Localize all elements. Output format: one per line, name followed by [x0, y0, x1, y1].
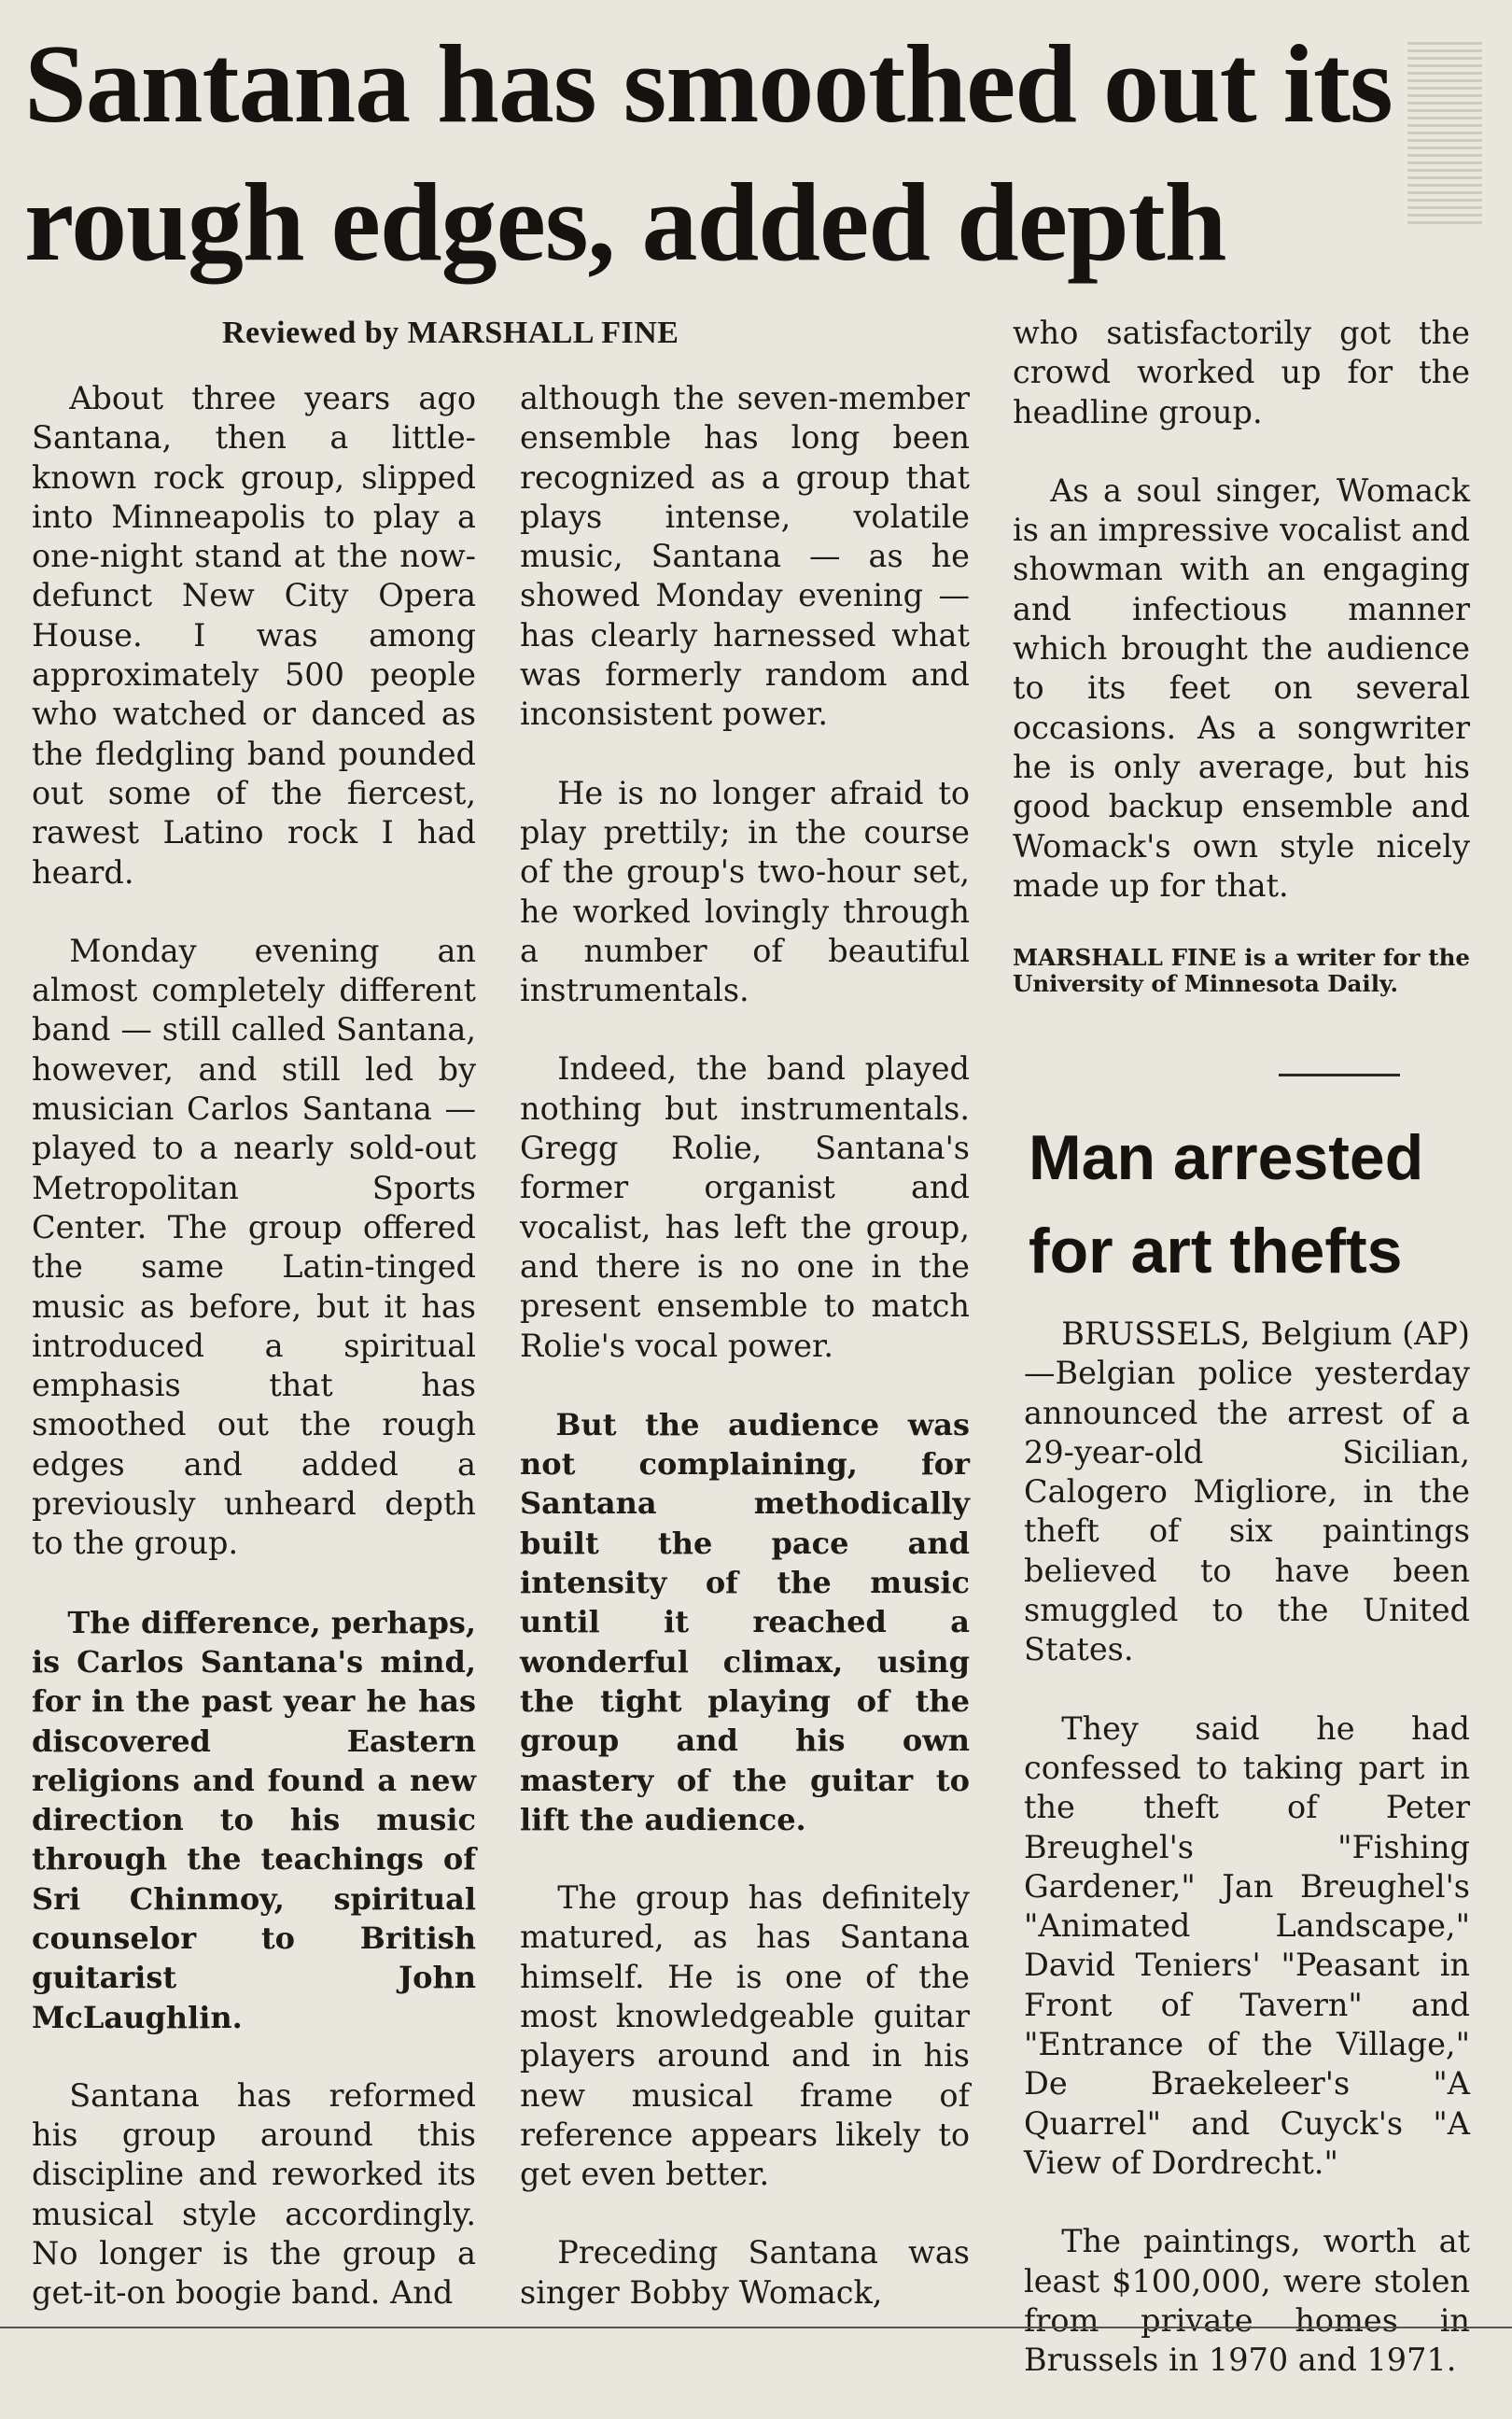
article-paragraph: The group has definitely matured, as has Santana himself. He is one of the most knowledgeable guitar players around and in his new musical frame of reference appears likely to get even better. [520, 1879, 970, 2193]
article-divider [1279, 1074, 1400, 1076]
article-paragraph-bold: But the audience was not complaining, for Santana methodically built the pace and intensity of the music until it reached a wonderful climax, using the tight playing of the group and his own mastery of the guitar to lift the audience. [520, 1406, 970, 1837]
article-paragraph: who satisfactorily got the crowd worked up for the headline group. [1013, 315, 1470, 430]
review-column-2 [520, 379, 970, 2352]
brief-column [1024, 1315, 1470, 2419]
article-paragraph: although the seven-member ensemble has long been recognized as a group that plays intense, volatile music, Santana — as he showed Monday evening — has clearly harnessed what was formerly random and inconsistent power. [520, 380, 970, 733]
page-edge-artifact [1407, 37, 1482, 224]
byline: Reviewed by MARSHALL FINE [222, 316, 679, 350]
brief-paragraph: They said he had confessed to taking part in the theft of Peter Breughel's "Fishing Gardener," Jan Breughel's "Animated Landscape," David Teniers' "Peasant in Front of Tavern" and "Entrance of the Village," De Braekeleer's "A Quarrel" and Cuyck's "A View of Dordrecht." [1024, 1709, 1470, 2181]
review-column-1 [32, 379, 476, 2353]
author-credit: MARSHALL FINE is a writer for the University of Minnesota Daily. [1013, 944, 1470, 998]
review-column-3 [1013, 314, 1470, 1023]
brief-headline: Man arrested for art thefts [1029, 1122, 1424, 1287]
article-paragraph: Santana has reformed his group around this discipline and reworked its musical style accordingly. No longer is the group a get-it-on boogie band. And [32, 2076, 476, 2312]
brief-paragraph: BRUSSELS, Belgium (AP) —Belgian police yesterday announced the arrest of a 29-year-old Sicilian, Calogero Migliore, in the theft of six paintings believed to have been smuggled to the United States. [1024, 1315, 1470, 1668]
article-paragraph-bold: The difference, perhaps, is Carlos Santana's mind, for in the past year he has discovered Eastern religions and found a new direction to his music through the teachings of Sri Chinmoy, spiritual counselor to British guitarist John McLaughlin. [32, 1604, 476, 2035]
headline: Santana has smoothed out its rough edges, added depth [24, 21, 1393, 284]
article-paragraph: He is no longer afraid to play prettily; in the course of the group's two-hour set, he worked lovingly through a number of beautiful instrumentals. [520, 774, 970, 1009]
article-paragraph: Monday evening an almost completely different band — still called Santana, however, and still led by musician Carlos Santana — played to a nearly sold-out Metropolitan Sports Center. The group offered the same Latin-tinged music as before, but it has introduced a spiritual emphasis that has smoothed out the rough edges and added a previously unheard depth to the group. [32, 932, 476, 1562]
brief-paragraph: The paintings, worth at least $100,000, were stolen from private homes in Brussels in 1970 and 1971. [1024, 2223, 1470, 2379]
article-paragraph: As a soul singer, Womack is an impressive vocalist and showman with an engaging and infectious manner which brought the audience to its feet on several occasions. As a songwriter he is only average, but his good backup ensemble and Womack's own style nicely made up for that. [1013, 471, 1470, 904]
page-bottom-rule [0, 2327, 1512, 2328]
article-paragraph: Indeed, the band played nothing but instrumentals. Gregg Rolie, Santana's former organist and vocalist, has left the group, and there is no one in the present ensemble to match Rolie's vocal power. [520, 1050, 970, 1364]
article-paragraph: About three years ago Santana, then a little-known rock group, slipped into Minneapolis to play a one-night stand at the now-defunct New City Opera House. I was among approximately 500 people who watched or danced as the fledgling band pounded out some of the fiercest, rawest Latino rock I had heard. [32, 380, 476, 891]
article-paragraph: Preceding Santana was singer Bobby Womack, [520, 2234, 970, 2311]
